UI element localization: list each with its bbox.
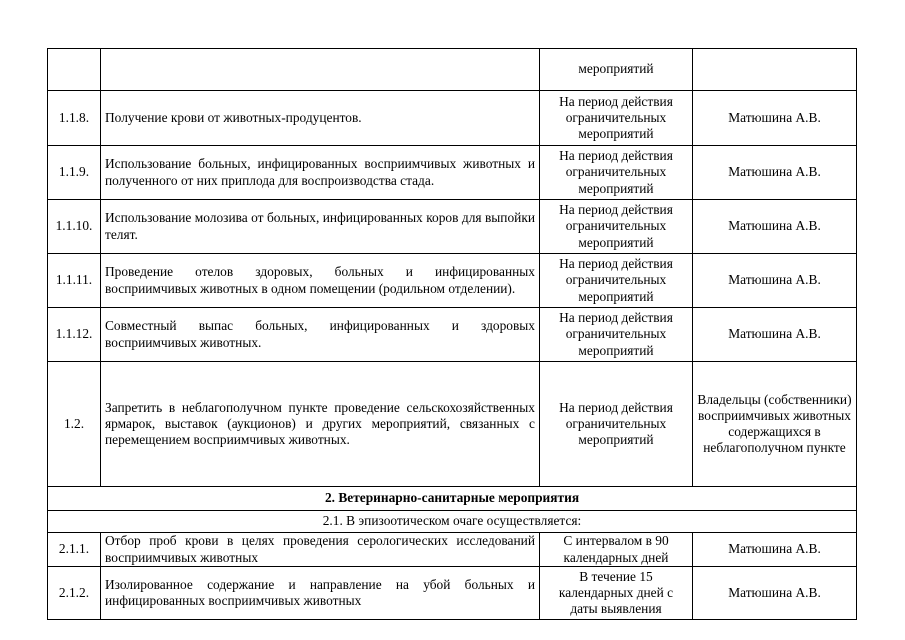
row-description: Использование молозива от больных, инфицированных коров для выпойки телят. <box>101 200 540 254</box>
table-row <box>48 533 857 567</box>
row-description <box>101 49 540 91</box>
section-title: 2. Ветеринарно-санитарные мероприятия <box>48 487 857 511</box>
row-period: С интервалом в 90 календарных дней <box>540 533 693 567</box>
row-description: Проведение отелов здоровых, больных и инфицированных восприимчивых животных в одном помещении (родильном отделении). <box>101 254 540 308</box>
table-row <box>48 308 857 362</box>
table-row <box>48 254 857 308</box>
row-responsible: Матюшина А.В. <box>693 254 857 308</box>
subsection-title: 2.1. В эпизоотическом очаге осуществляется: <box>48 511 857 533</box>
row-responsible: Матюшина А.В. <box>693 567 857 620</box>
row-description: Запретить в неблагополучном пункте проведение сельскохозяйственных ярмарок, выставок (аукционов) и других мероприятий, связанных с перемещением восприимчивых животных. <box>101 362 540 487</box>
row-responsible: Владельцы (собственники) восприимчивых животных содержащихся в неблагополучном пункте <box>693 362 857 487</box>
section-row <box>48 487 857 511</box>
row-description: Отбор проб крови в целях проведения серологических исследований восприимчивых животных <box>101 533 540 567</box>
table-row <box>48 362 857 487</box>
row-number: 2.1.2. <box>48 567 101 620</box>
row-responsible: Матюшина А.В. <box>693 308 857 362</box>
row-period: На период действия ограничительных мероприятий <box>540 200 693 254</box>
row-description: Изолированное содержание и направление на убой больных и инфицированных восприимчивых животных <box>101 567 540 620</box>
row-period: В течение 15 календарных дней с даты выявления <box>540 567 693 620</box>
row-period: На период действия ограничительных мероприятий <box>540 91 693 146</box>
row-number: 1.2. <box>48 362 101 487</box>
row-number: 2.1.1. <box>48 533 101 567</box>
row-period: мероприятий <box>540 49 693 91</box>
row-responsible: Матюшина А.В. <box>693 91 857 146</box>
row-period: На период действия ограничительных мероприятий <box>540 146 693 200</box>
table-row <box>48 91 857 146</box>
row-number <box>48 49 101 91</box>
row-number: 1.1.9. <box>48 146 101 200</box>
row-period: На период действия ограничительных мероприятий <box>540 254 693 308</box>
row-period: На период действия ограничительных мероприятий <box>540 362 693 487</box>
row-number: 1.1.10. <box>48 200 101 254</box>
row-responsible: Матюшина А.В. <box>693 533 857 567</box>
row-responsible: Матюшина А.В. <box>693 200 857 254</box>
row-period: На период действия ограничительных мероприятий <box>540 308 693 362</box>
row-responsible <box>693 49 857 91</box>
row-description: Совместный выпас больных, инфицированных и здоровых восприимчивых животных. <box>101 308 540 362</box>
row-number: 1.1.12. <box>48 308 101 362</box>
table-row <box>48 146 857 200</box>
row-number: 1.1.8. <box>48 91 101 146</box>
table-row <box>48 49 857 91</box>
row-description: Получение крови от животных-продуцентов. <box>101 91 540 146</box>
row-number: 1.1.11. <box>48 254 101 308</box>
row-responsible: Матюшина А.В. <box>693 146 857 200</box>
measures-table <box>47 48 857 620</box>
row-description: Использование больных, инфицированных восприимчивых животных и полученного от них приплода для воспроизводства стада. <box>101 146 540 200</box>
table-row <box>48 200 857 254</box>
subsection-row <box>48 511 857 533</box>
table-row <box>48 567 857 620</box>
